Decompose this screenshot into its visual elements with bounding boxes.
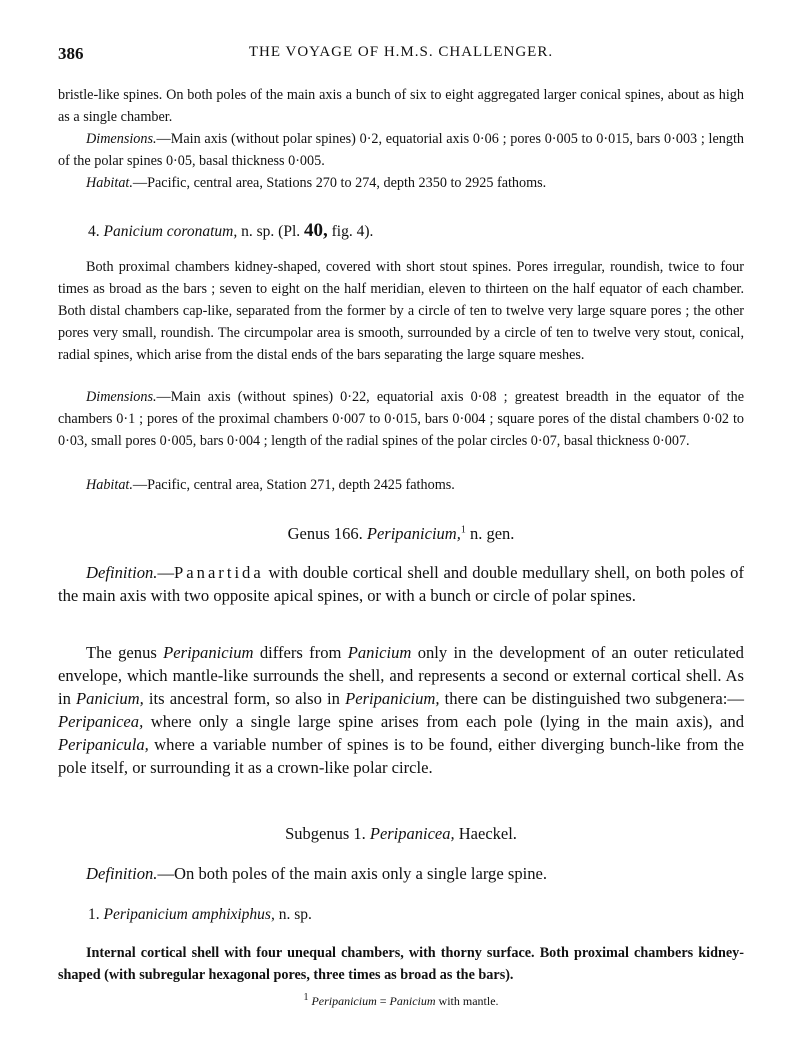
page-number: 386	[58, 44, 84, 63]
genus-discussion-paragraph: The genus Peripanicium differs from Panicium only in the development of an outer reticulated envelope, which mantle-like surrounds the shell, and represents a second or external cortical shell. As in Panicium, its ancestral form, so also in Peripanicium, there can be distinguished two subgenera:—Peripanicea, where only a single large spine arises from each pole (lying in the main axis), and Peripanicula, where a variable number of spines is to be found, either diverging bunch-like from the pole itself, or surrounding it as a crown-like polar circle.	[58, 643, 744, 777]
subgenus-definition-paragraph: Definition.—On both poles of the main axis only a single large spine.	[86, 864, 548, 883]
dimensions-paragraph-1: Dimensions.—Main axis (without polar spines) 0·2, equatorial axis 0·06 ; pores 0·005 to 0·015, bars 0·003 ; length of the polar spines 0·05, basal thickness 0·005.	[58, 131, 744, 169]
species-heading-panicium-coronatum: 4. Panicium coronatum, n. sp. (Pl. 40, fig. 4).	[88, 220, 374, 241]
description-paragraph-amphixiphus: Internal cortical shell with four unequal chambers, with thorny surface. Both proximal chambers kidney-shaped (with subregular hexagonal pores, three times as broad as the bars).	[58, 945, 744, 983]
dimensions-paragraph-coronatum: Dimensions.—Main axis (without spines) 0·22, equatorial axis 0·08 ; greatest breadth in the equator of the chambers 0·1 ; pores of the proximal chambers 0·007 to 0·015, bars 0·004 ; square pores of the distal chambers 0·02 to 0·03, small pores 0·005, bars 0·004 ; length of the radial spines of the polar circles 0·07, basal thickness 0·007.	[58, 389, 744, 449]
running-title: THE VOYAGE OF H.M.S. CHALLENGER.	[248, 44, 554, 60]
page-header	[58, 44, 744, 68]
habitat-paragraph-1: Habitat.—Pacific, central area, Stations 270 to 274, depth 2350 to 2925 fathoms.	[86, 175, 547, 191]
subgenus-heading-peripanicea: Subgenus 1. Peripanicea, Haeckel.	[285, 824, 517, 843]
species-heading-peripanicium-amphixiphus: 1. Peripanicium amphixiphus, n. sp.	[88, 906, 312, 923]
genus-definition-paragraph: Definition.—Panartida with double cortical shell and double medullary shell, on both poles of the main axis with two opposite apical spines, or with a bunch or circle of polar spines.	[58, 563, 744, 605]
continuation-paragraph: bristle-like spines. On both poles of the main axis a bunch of six to eight aggregated larger conical spines, about as high as a single chamber.	[58, 87, 744, 125]
footnote: $^1$ Peripanicium = Panicium with mantle.	[303, 992, 499, 1008]
genus-heading-peripanicium: Genus 166. Peripanicium,$^1$ n. gen.	[287, 524, 515, 543]
description-paragraph-coronatum: Both proximal chambers kidney-shaped, covered with short stout spines. Pores irregular, roundish, twice to four times as broad as the bars ; seven to eight on the half meridian, eleven to thirteen on the half equator of each chamber. Both distal chambers cap-like, separated from the former by a circle of ten to twelve very large square pores ; the other pores very small, roundish. The circumpolar area is smooth, surrounded by a circle of ten to twelve very stout, conical, radial spines, which arise from the distal ends of the bars separating the large square meshes.	[58, 259, 744, 363]
habitat-paragraph-coronatum: Habitat.—Pacific, central area, Station 271, depth 2425 fathoms.	[86, 477, 455, 493]
